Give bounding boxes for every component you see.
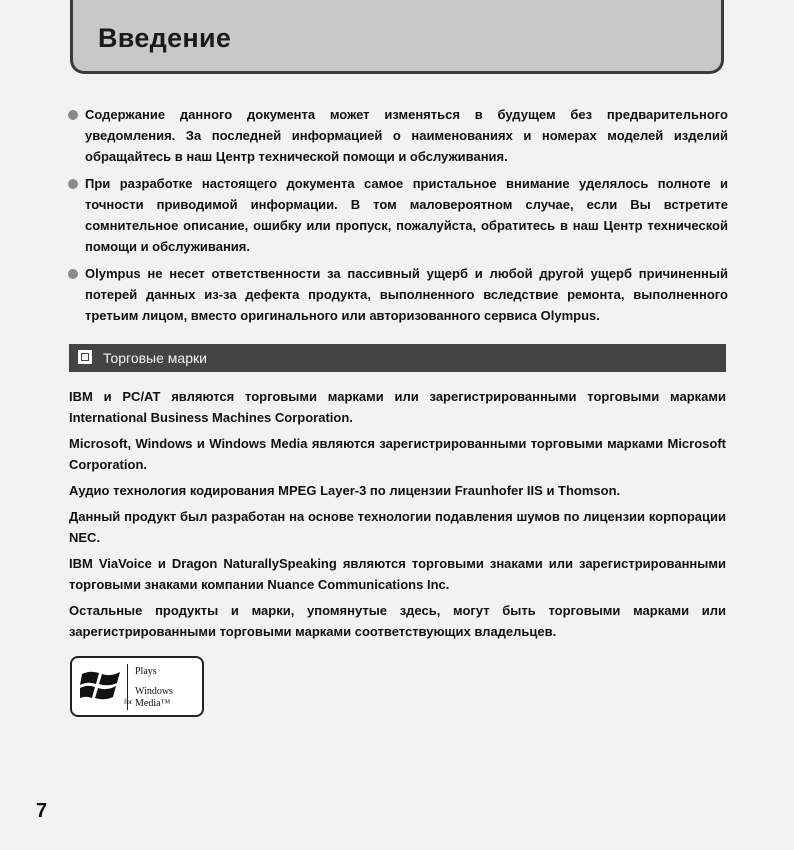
trademark-item: Аудио технология кодирования MPEG Layer-3 по лицензии Fraunhofer IIS и Thomson. [69, 483, 621, 498]
section-title: Торговые марки [103, 350, 207, 366]
trademark-item: Microsoft, Windows и Windows Media являются зарегистрированными торговыми марками Microsoft Corporation. [69, 436, 726, 472]
trademark-item: IBM ViaVoice и Dragon NaturallySpeaking являются торговыми знаками или зарегистрированными торговыми знаками компании Nuance Communications Inc. [69, 556, 726, 592]
logo-text-for: for [124, 698, 133, 706]
notice-item: Olympus не несет ответственности за пассивный ущерб и любой другой ущерб причиненный потерей данных из-за дефекта продукта, выполненного вследствие ремонта, выполненного третьим лицом, вместо оригинального или авторизованного сервиса Olympus. [68, 263, 728, 326]
notice-item: При разработке настоящего документа самое пристальное внимание уделялось полноте и точности приводимой информации. В том маловероятном случае, если Вы встретите сомнительное описание, ошибку или пропуск, пожалуйста, обратитесь в наш Центр технической помощи и обслуживания. [68, 173, 728, 257]
logo-text-plays: Plays [135, 666, 157, 677]
plays-for-sure-logo [70, 656, 204, 717]
section-header-trademarks [69, 344, 726, 372]
notice-list [68, 104, 728, 332]
notice-item: Содержание данного документа может изменяться в будущем без предварительного уведомления. За последней информацией о наименованиях и номерах моделей изделий обращайтесь в наш Центр технической помощи и обслуживания. [68, 104, 728, 167]
square-icon [78, 350, 92, 364]
title-box [70, 0, 724, 74]
logo-text-windows: Windows Media™ [135, 686, 173, 709]
trademark-item: IBM и PC/AT являются торговыми марками или зарегистрированными торговыми марками International Business Machines Corporation. [69, 389, 726, 425]
trademark-item: Остальные продукты и марки, упомянутые здесь, могут быть торговыми марками или зарегистрированными торговыми марками соответствующих владельцев. [69, 603, 726, 639]
trademark-list [69, 386, 726, 647]
windows-flag-icon [80, 666, 122, 704]
page-title: Введение [98, 23, 232, 53]
trademark-item: Данный продукт был разработан на основе технологии подавления шумов по лицензии корпорации NEC. [69, 509, 726, 545]
page-number: 7 [36, 800, 48, 822]
